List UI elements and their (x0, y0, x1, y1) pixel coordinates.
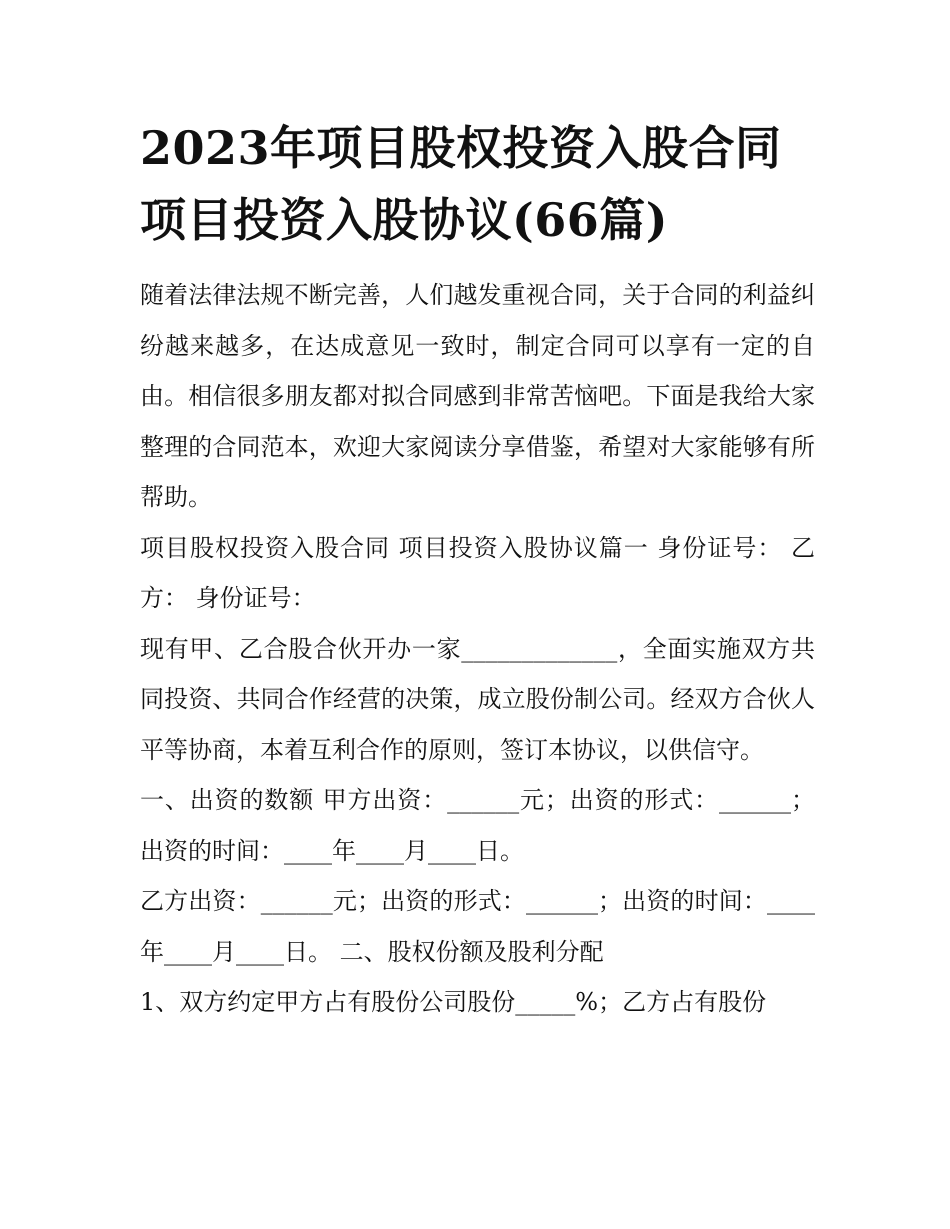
preamble-paragraph: 现有甲、乙合股合伙开办一家_____________，全面实施双方共同投资、共同合作经营的决策，成立股份制公司。经双方合伙人平等协商，本着互利合作的原则，签订本协议，以供信守。 (140, 634, 815, 764)
intro-paragraph: 随着法律法规不断完善，人们越发重视合同，关于合同的利益纠纷越来越多，在达成意见一致时，制定合同可以享有一定的自由。相信很多朋友都对拟合同感到非常苦恼吧。下面是我给大家整理的合同范本，欢迎大家阅读分享借鉴，希望对大家能够有所帮助。 (140, 281, 815, 511)
section-heading-paragraph: 项目股权投资入股合同 项目投资入股协议篇一 身份证号： 乙方： 身份证号： (140, 533, 815, 612)
party-a-investment-paragraph: 一、出资的数额 甲方出资：______元；出资的形式：______；出资的时间：____年____月____日。 (140, 786, 815, 865)
party-b-investment-paragraph: 乙方出资：______元；出资的形式：______；出资的时间：____年____月____日。 二、股权份额及股利分配 (140, 887, 815, 966)
document-title: 2023年项目股权投资入股合同 项目投资入股协议(66篇) (140, 121, 782, 247)
document-page (140, 112, 815, 1028)
share-ratio-paragraph: 1、双方约定甲方占有股份公司股份_____%；乙方占有股份 (140, 988, 767, 1016)
